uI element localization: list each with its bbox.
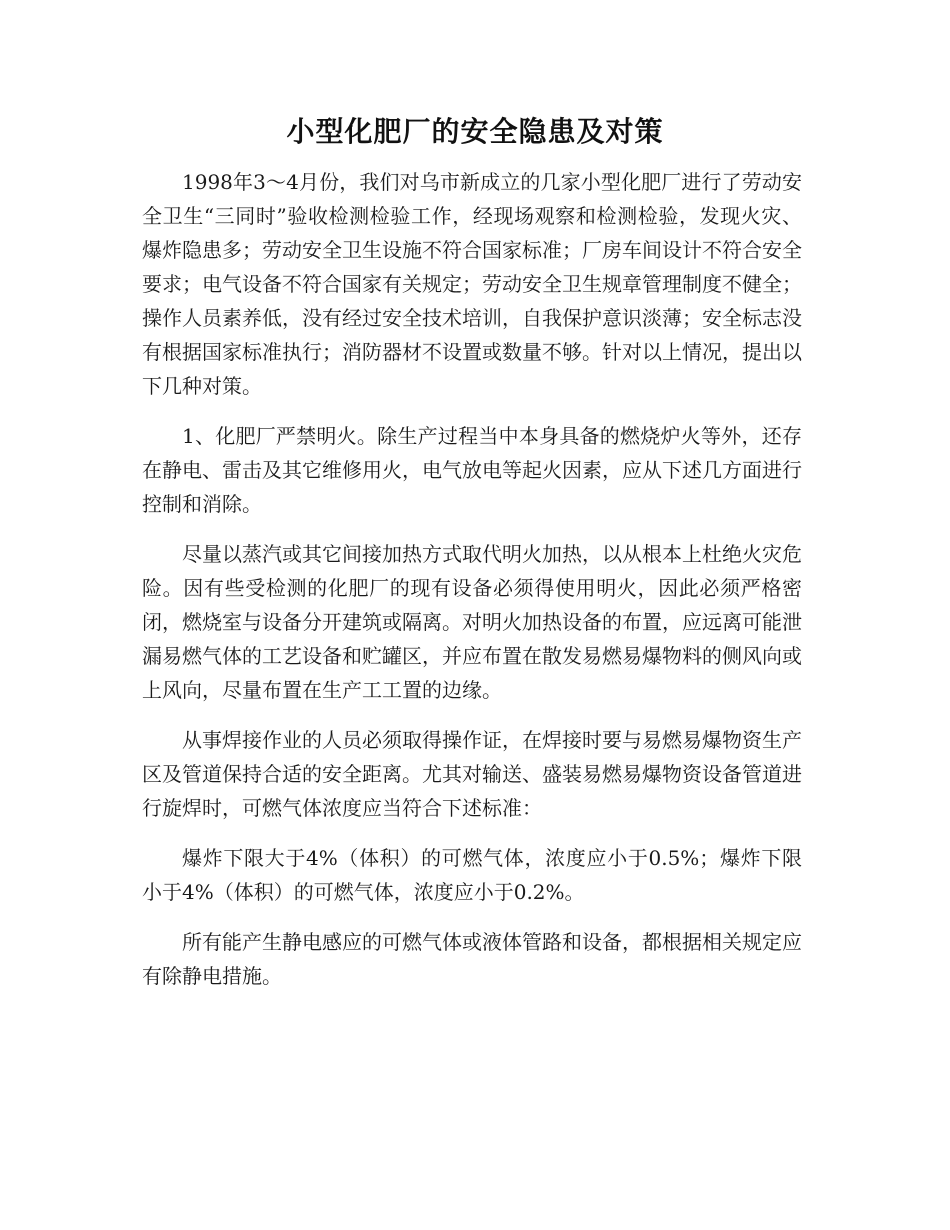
paragraph-explosion-limit: 爆炸下限大于4%（体积）的可燃气体，浓度应小于0.5%；爆炸下限小于4%（体积）的可燃气体，浓度应小于0.2%。: [142, 846, 802, 904]
paragraph-intro: 1998年3～4月份，我们对乌市新成立的几家小型化肥厂进行了劳动安全卫生“三同时”验收检测检验工作，经现场观察和检测检验，发现火灾、爆炸隐患多；劳动安全卫生设施不符合国家标准；厂房车间设计不符合安全要求；电气设备不符合国家有关规定；劳动安全卫生规章管理制度不健全；操作人员素养低，没有经过安全技术培训，自我保护意识淡薄；安全标志没有根据国家标准执行；消防器材不设置或数量不够。针对以上情况，提出以下几种对策。: [142, 170, 802, 398]
document-body: [142, 165, 802, 993]
paragraph-static: 所有能产生静电感应的可燃气体或液体管路和设备，都根据相关规定应有除静电措施。: [142, 930, 802, 988]
paragraph-item-1: 1、化肥厂严禁明火。除生产过程当中本身具备的燃烧炉火等外，还存在静电、雷击及其它维修用火，电气放电等起火因素，应从下述几方面进行控制和消除。: [142, 424, 802, 516]
paragraph-indirect-heating: 尽量以蒸汽或其它间接加热方式取代明火加热，以从根本上杜绝火灾危险。因有些受检测的化肥厂的现有设备必须得使用明火，因此必须严格密闭，燃烧室与设备分开建筑或隔离。对明火加热设备的布置，应远离可能泄漏易燃气体的工艺设备和贮罐区，并应布置在散发易燃易爆物料的侧风向或上风向，尽量布置在生产工工置的边缘。: [142, 542, 802, 702]
paragraph-welding: 从事焊接作业的人员必须取得操作证，在焊接时要与易燃易爆物资生产区及管道保持合适的安全距离。尤其对输送、盛装易燃易爆物资设备管道进行旋焊时，可燃气体浓度应当符合下述标准：: [142, 728, 802, 820]
document-title: 小型化肥厂的安全隐患及对策: [286, 115, 664, 148]
